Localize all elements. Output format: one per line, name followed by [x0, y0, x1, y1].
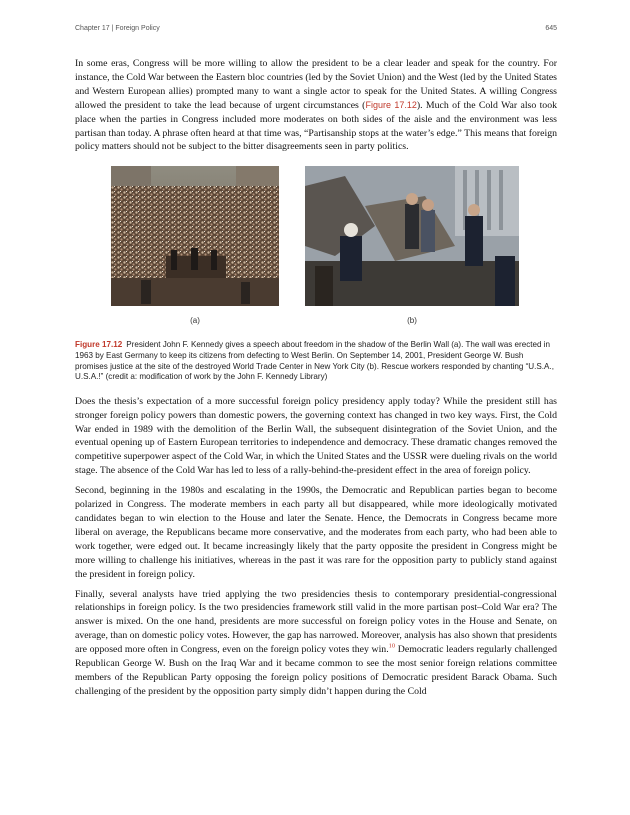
figure-label-a: (a) — [190, 316, 200, 326]
page-body — [75, 57, 557, 705]
paragraph-2: Does the thesis’s expectation of a more successful foreign policy presidency apply today? While the president still has stronger foreign policy powers than domestic powers, the governing context has changed in two key ways. First, the Cold War ended in 1989 with the demolition of the Berlin Wall, the subsequent disintegration of the Soviet Union, and the eventual opening up of Eastern European territories to independence and democracy. These dramatic changes removed the competitive superpower aspect of the Cold War, in which the United States and the USSR were dueling rivals on the world stage. The absence of the Cold War has led to less of a rally-behind-the-president effect in the area of foreign policy. — [75, 395, 557, 477]
paragraph-4-text-b: Democratic leaders regularly challenged Republican George W. Bush on the Iraq War and it became common to see the most senior foreign relations committee members of the Republican Party opposing the foreign policy positions of Democratic president Barack Obama. Such challenging of the president by the opposition party simply didn’t happen during the Cold — [75, 644, 557, 697]
figure-label-b: (b) — [407, 316, 417, 326]
figure-reference-link[interactable]: Figure 17.12 — [365, 99, 417, 110]
paragraph-1-text-b: ). Much of the Cold War also took place when the parties in Congress included more moderates on both sides of the aisle and the environment was less partisan than today. A phrase often heard at that time was, “Partisanship stops at the water’s edge.” This means that foreign policy matters should not be subject to the bitter disagreements seen in party politics. — [75, 99, 557, 153]
paragraph-1-text-a: In some eras, Congress will be more willing to allow the president to be a clear leader and speak for the country. For instance, the Cold War between the Eastern bloc countries (led by the Soviet Union) and the West (led by the United States and Western European allies) prompted many to want a single actor to speak for the United States. A willing Congress allowed the president to take the lead because of urgent circumstances ( — [75, 58, 557, 111]
figure-17-12 — [75, 166, 557, 334]
figure-caption-number: Figure 17.12 — [75, 340, 123, 350]
paragraph-4-text-a: Finally, several analysts have tried applying the two presidencies thesis to contemporary presidential-congressional relationships in foreign policy. Is the two presidencies framework still valid in the more partisan post–Cold War era? The answer is mixed. On the one hand, presidents are more successful on foreign policy votes in the House and Senate, on average, than on domestic policy votes. However, the gap has narrowed. Moreover, analysis has also shown that presidents are opposed more often in Congress, even on the foreign policy votes they win. — [75, 588, 557, 656]
photo-kennedy-berlin — [111, 166, 279, 306]
paragraph-1 — [75, 57, 557, 154]
page-number: 645 — [545, 25, 557, 32]
photo-bush-ground-zero — [305, 166, 519, 306]
paragraph-4 — [75, 588, 557, 699]
figure-caption — [75, 340, 557, 382]
footnote-marker[interactable]: 10 — [388, 642, 396, 650]
chapter-title: Chapter 17 | Foreign Policy — [75, 25, 160, 32]
figure-caption-text: President John F. Kennedy gives a speech about freedom in the shadow of the Berlin Wall (a). The wall was erected in 1963 by East Germany to keep its citizens from defecting to West Berlin. On September 14, 2001, President George W. Bush promises justice at the site of the destroyed World Trade Center in New York City (b). Rescue workers responded by chanting “U.S.A., U.S.A.!” (credit a: modification of work by the John F. Kennedy Library) — [75, 340, 554, 382]
paragraph-3: Second, beginning in the 1980s and escalating in the 1990s, the Democratic and Republican parties began to become polarized in Congress. The moderate members in each party all but disappeared, while more ideologically motivated candidates began to win election to the House and later the Senate. Hence, the Democrats in Congress became more liberal on average, the Republicans became more conservative, and the moderates from each party, who had been able to work together, were edged out. It became increasingly likely that the party opposite the president in Congress might be more willing to challenge his initiatives, whereas in the past it was rare for the opposition party to publicly stand against the president in foreign policy. — [75, 485, 557, 580]
